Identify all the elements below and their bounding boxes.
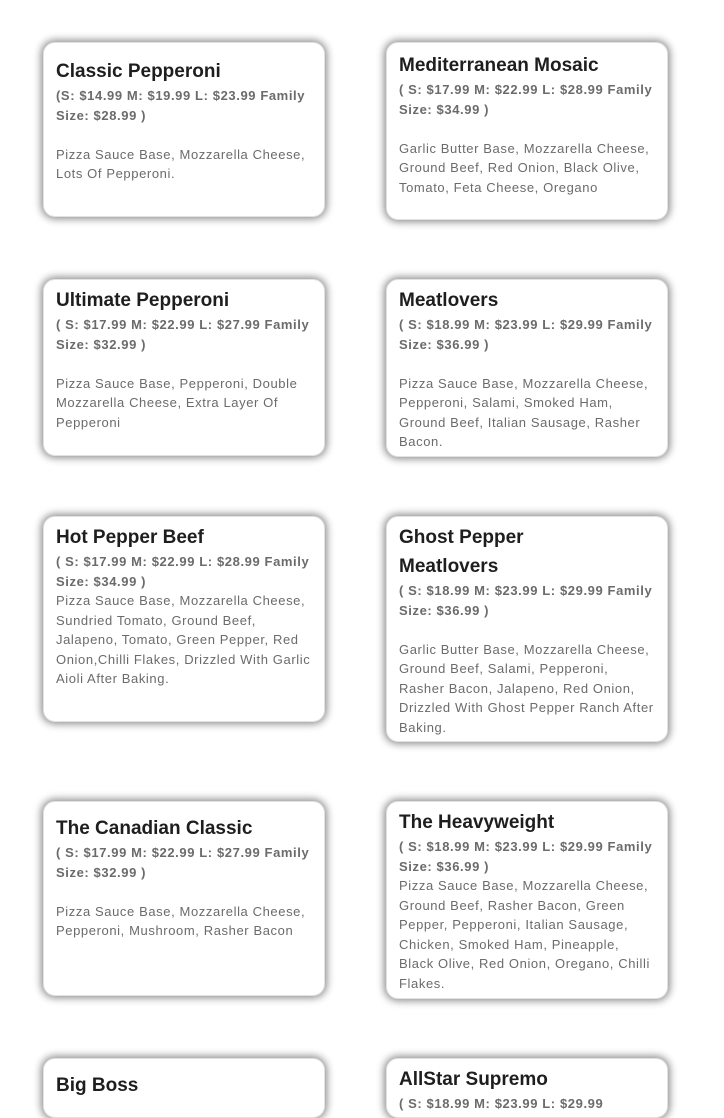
item-prices: ( S: $17.99 M: $22.99 L: $27.99 Family Size: $32.99 ) [56,317,310,352]
item-name: Classic Pepperoni [56,61,221,82]
item-prices: ( S: $18.99 M: $23.99 L: $29.99 Family Size: $36.99 ) [399,583,653,618]
menu-item-card[interactable] [43,516,325,722]
item-name: Big Boss [56,1075,139,1096]
menu-item-card[interactable] [43,1058,325,1118]
item-prices: ( S: $18.99 M: $23.99 L: $29.99 Family Size: $36.99 ) [399,317,653,352]
item-prices: ( S: $18.99 M: $23.99 L: $29.99 Family Size: $36.99 ) [399,839,653,874]
item-name: Mediterranean Mosaic [399,55,599,76]
item-name: Hot Pepper Beef [56,527,204,548]
item-description: Pizza Sauce Base, Mozzarella Cheese, Pepperoni, Mushroom, Rasher Bacon [56,903,306,938]
item-prices: ( S: $18.99 M: $23.99 L: $29.99 [399,1096,604,1111]
menu-item-card[interactable] [386,42,668,220]
menu-item-card[interactable] [43,801,325,996]
item-prices: ( S: $17.99 M: $22.99 L: $28.99 Family Size: $34.99 ) [56,554,310,589]
item-prices: ( S: $17.99 M: $22.99 L: $27.99 Family Size: $32.99 ) [56,845,310,880]
menu-item-card[interactable] [43,42,325,217]
item-description: Pizza Sauce Base, Mozzarella Cheese, Pepperoni, Salami, Smoked Ham, Ground Beef, Italian Sausage, Rasher Bacon. [399,375,649,449]
item-name: Ultimate Pepperoni [56,290,230,311]
item-description: Garlic Butter Base, Mozzarella Cheese, Ground Beef, Salami, Pepperoni, Rasher Bacon, Jalapeno, Red Onion, Drizzled With Ghost Pepper Ranch After Baking. [399,641,654,735]
menu-item-card[interactable] [386,279,668,457]
item-description: Pizza Sauce Base, Mozzarella Cheese, Sundried Tomato, Ground Beef, Jalapeno, Tomato, Green Pepper, Red Onion,Chilli Flakes, Drizzled With Garlic Aioli After Baking. [56,593,311,686]
item-name: Ghost Pepper Meatlovers [399,527,524,577]
menu-item-card[interactable] [386,516,668,742]
menu-item-card[interactable] [43,279,325,456]
item-name: AllStar Supremo [399,1069,548,1090]
item-description: Pizza Sauce Base, Mozzarella Cheese, Lots Of Pepperoni. [56,146,306,181]
item-name: The Heavyweight [399,812,555,833]
item-prices: (S: $14.99 M: $19.99 L: $23.99 Family Size: $28.99 ) [56,88,306,123]
item-name: The Canadian Classic [56,818,253,839]
item-description: Garlic Butter Base, Mozzarella Cheese, Ground Beef, Red Onion, Black Olive, Tomato, Feta Cheese, Oregano [399,140,650,195]
item-description: Pizza Sauce Base, Pepperoni, Double Mozzarella Cheese, Extra Layer Of Pepperoni [56,375,298,430]
item-description: Pizza Sauce Base, Mozzarella Cheese, Ground Beef, Rasher Bacon, Green Pepper, Pepperoni, Italian Sausage, Chicken, Smoked Ham, Pineapple, Black Olive, Red Onion, Oregano, Chilli Flakes. [399,878,651,991]
menu-item-card[interactable] [386,1058,668,1118]
menu-item-card[interactable] [386,801,668,999]
item-prices: ( S: $17.99 M: $22.99 L: $28.99 Family Size: $34.99 ) [399,82,653,117]
item-name: Meatlovers [399,290,499,311]
